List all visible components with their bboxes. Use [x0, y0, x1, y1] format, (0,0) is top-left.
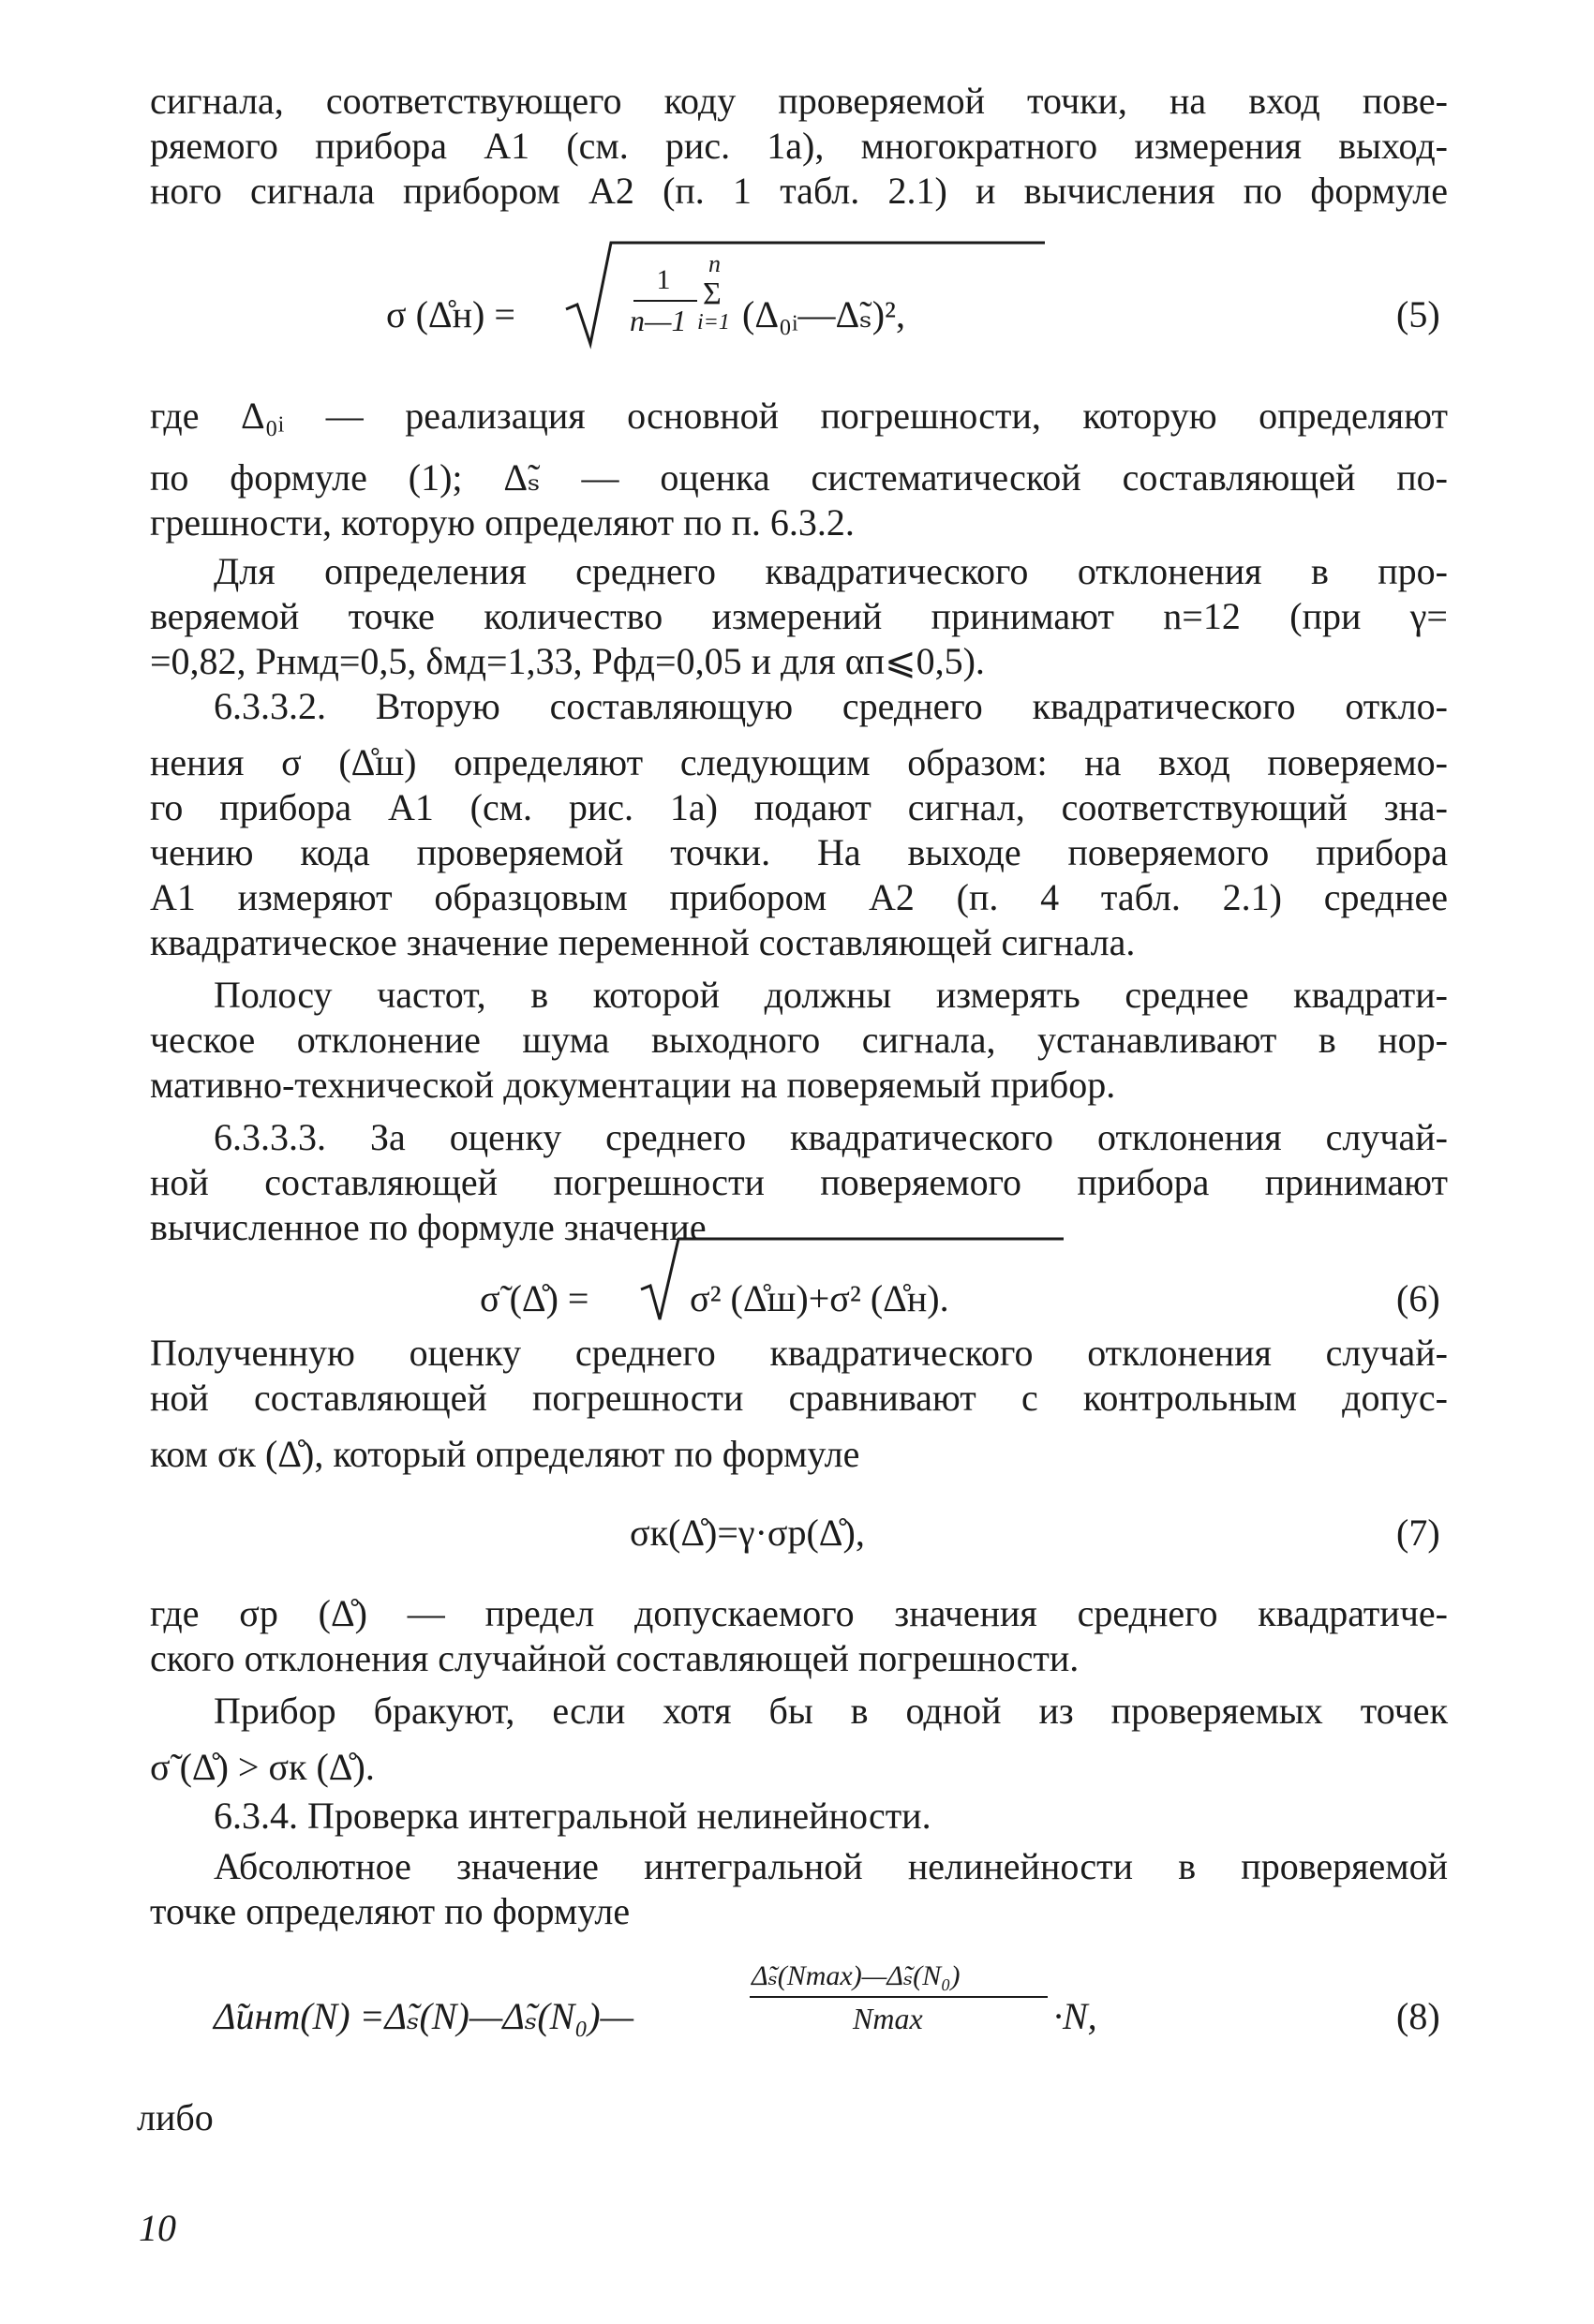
eq6-number: (6) [1396, 1277, 1440, 1319]
eq7-number: (7) [1396, 1512, 1440, 1554]
eq5-number: (5) [1396, 293, 1440, 335]
text-line: мативно-технической документации на поверяемый прибор. [150, 1064, 1116, 1106]
text-line: ной составляющей погрешности поверяемого прибора принимают [150, 1161, 1448, 1203]
text-line: Прибор бракуют, если хотя бы в одной из проверяемых точек [214, 1690, 1448, 1732]
page-number: 10 [139, 2207, 176, 2249]
text-line: Абсолютное значение интегральной нелинейности в проверяемой [214, 1845, 1448, 1887]
text-line: точке определяют по формуле [150, 1890, 631, 1932]
text-line: нения σ (Δ̊ш) определяют следующим образом: на вход поверяемо- [150, 741, 1448, 783]
eq5-frac-num: 1 [656, 264, 671, 295]
text-line: чению кода проверяемой точки. На выходе поверяемого прибора [150, 831, 1448, 873]
text-line: ной составляющей погрешности сравнивают с контрольным допус- [150, 1377, 1448, 1419]
text-line: грешности, которую определяют по п. 6.3.2. [150, 501, 855, 544]
eq5-sum-top: n [708, 250, 721, 277]
text-line: 6.3.3.2. Вторую составляющую среднего квадратического откло- [214, 685, 1448, 727]
text-line: ческое отклонение шума выходного сигнала, устанавливают в нор- [150, 1019, 1448, 1061]
text-line: ком σк (Δ̊), который определяют по формуле [150, 1433, 860, 1475]
text-line: вычисленное по формуле значение [150, 1206, 707, 1248]
eq8-lhs: Δ̃инт(N) =Δ̃ₛ(N)—Δ̃ₛ(N₀)— [214, 1995, 634, 2037]
equation-7: σк(Δ̊)=γ·σр(Δ̊), [630, 1512, 865, 1554]
eq8-number: (8) [1396, 1995, 1440, 2037]
eq8-frac-den: Nmax [853, 2002, 923, 2035]
text-line: где Δ₀ᵢ — реализация основной погрешности, которую определяют [150, 395, 1448, 437]
eq5-body: (Δ₀ᵢ—Δ̃ₛ)², [742, 293, 906, 335]
eq5-sum-bottom: i=1 [697, 310, 730, 335]
text-line: где σр (Δ̊) — предел допускаемого значения среднего квадратиче- [150, 1592, 1448, 1634]
text-line: A1 измеряют образцовым прибором A2 (п. 4 табл. 2.1) среднее [150, 876, 1448, 918]
eq5-frac-den: n—1 [630, 304, 687, 337]
eq5-lhs: σ (Δ̊н) = [386, 293, 515, 335]
text-line: ряемого прибора A1 (см. рис. 1а), многократного измерения выход- [150, 125, 1448, 167]
text-line: квадратическое значение переменной составляющей сигнала. [150, 921, 1136, 963]
text-line: веряемой точке количество измерений принимают n=12 (при γ= [150, 595, 1448, 637]
text-line: го прибора A1 (см. рис. 1а) подают сигнал, соответствующий зна- [150, 786, 1448, 828]
fraction-bar [633, 300, 697, 302]
text-line: Полосу частот, в которой должны измерять среднее квадрати- [214, 974, 1448, 1016]
text-line: Для определения среднего квадратического отклонения в про- [214, 550, 1448, 592]
eq8-tail: ·N, [1053, 1995, 1097, 2037]
text-line: по формуле (1); Δ̃ₛ — оценка систематической составляющей по- [150, 456, 1448, 499]
text-line: Полученную оценку среднего квадратического отклонения случай- [150, 1332, 1448, 1374]
sigma-sum-icon: Σ [703, 276, 722, 311]
text-line: 6.3.4. Проверка интегральной нелинейности. [214, 1795, 931, 1837]
text-line: либо [137, 2096, 214, 2138]
text-line: сигнала, соответствующего коду проверяемой точки, на вход пове- [150, 80, 1448, 122]
eq8-frac-num: Δ̃ₛ(Nmax)—Δ̃ₛ(N₀) [752, 1960, 961, 1991]
text-line: =0,82, Pнмд=0,5, δмд=1,33, Pфд=0,05 и для αп⩽0,5). [150, 640, 985, 682]
text-line: ского отклонения случайной составляющей погрешности. [150, 1637, 1080, 1679]
text-line: σ̃ (Δ̊) > σк (Δ̊). [150, 1746, 375, 1788]
eq6-body: σ² (Δ̊ш)+σ² (Δ̊н). [690, 1277, 949, 1319]
fraction-bar [750, 1996, 1048, 1998]
eq6-lhs: σ̃ (Δ̊) = [480, 1277, 589, 1319]
text-line: ного сигнала прибором A2 (п. 1 табл. 2.1) и вычисления по формуле [150, 170, 1448, 212]
text-line: 6.3.3.3. За оценку среднего квадратического отклонения случай- [214, 1116, 1448, 1158]
